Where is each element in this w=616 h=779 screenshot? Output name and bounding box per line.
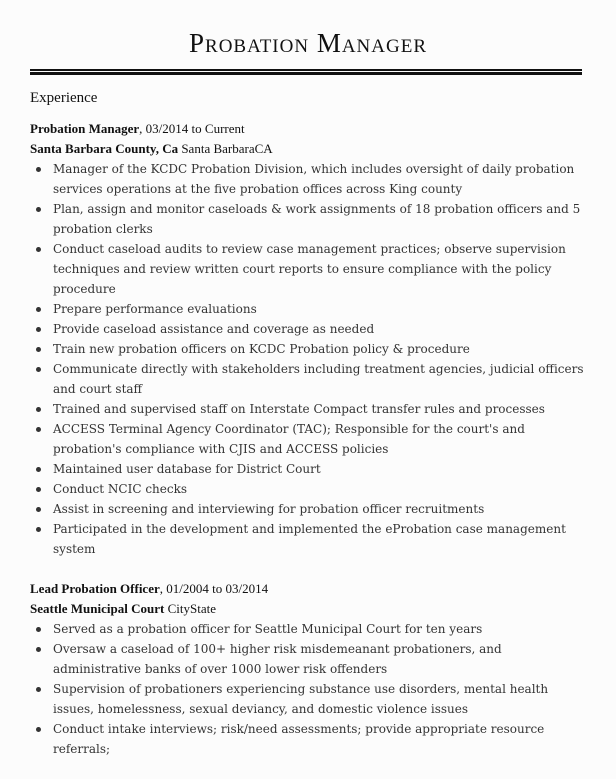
bullet-item: ACCESS Terminal Agency Coordinator (TAC); Responsible for the court's and probation's compliance with CJIS and ACCESS policies [30,419,590,459]
job-title: Probation Manager [30,121,140,136]
bullet-item: Served as a probation officer for Seattle Municipal Court for ten years [30,619,590,639]
job-entry [30,119,590,559]
bullet-item: Oversaw a caseload of 100+ higher risk misdemeanant probationers, and administrative banks of over 1000 lower risk offenders [30,639,590,679]
bullet-item: Conduct intake interviews; risk/need assessments; provide appropriate resource referrals; [30,719,590,759]
job-title: Lead Probation Officer [30,581,160,596]
job-title-line [30,119,590,139]
bullet-item: Train new probation officers on KCDC Probation policy & procedure [30,339,590,359]
employer-line [30,139,590,159]
bullet-item: Assist in screening and interviewing for probation officer recruitments [30,499,590,519]
job-title-line [30,579,590,599]
bullet-item: Trained and supervised staff on Interstate Compact transfer rules and processes [30,399,590,419]
title-divider-thick [30,72,582,75]
employer-location: CityState [164,601,216,616]
bullet-item: Supervision of probationers experiencing substance use disorders, mental health issues, homelessness, sexual deviancy, and domestic violence issues [30,679,590,719]
title-divider-thin [30,69,582,71]
bullet-item: Conduct caseload audits to review case management practices; observe supervision techniques and review written court reports to ensure compliance with the policy procedure [30,239,590,299]
resume-title: Probation Manager [189,28,427,58]
employer-line [30,599,590,619]
section-heading-experience: Experience [30,90,98,106]
job-bullets [30,619,590,759]
job-dates: , 01/2004 to 03/2014 [159,581,269,596]
job-entry [30,579,590,759]
bullet-item: Provide caseload assistance and coverage as needed [30,319,590,339]
bullet-item: Maintained user database for District Court [30,459,590,479]
bullet-item: Communicate directly with stakeholders including treatment agencies, judicial officers and court staff [30,359,590,399]
employer-location: Santa BarbaraCA [178,141,273,156]
employer-name: Santa Barbara County, Ca [30,141,179,156]
experience-section [30,119,590,779]
bullet-item: Manager of the KCDC Probation Division, which includes oversight of daily probation services operations at the five probation offices across King county [30,159,590,199]
job-dates: , 03/2014 to Current [139,121,245,136]
job-bullets [30,159,590,559]
bullet-item: Prepare performance evaluations [30,299,590,319]
employer-name: Seattle Municipal Court [30,601,165,616]
bullet-item: Conduct NCIC checks [30,479,590,499]
bullet-item: Participated in the development and implemented the eProbation case management system [30,519,590,559]
bullet-item: Plan, assign and monitor caseloads & work assignments of 18 probation officers and 5 probation clerks [30,199,590,239]
